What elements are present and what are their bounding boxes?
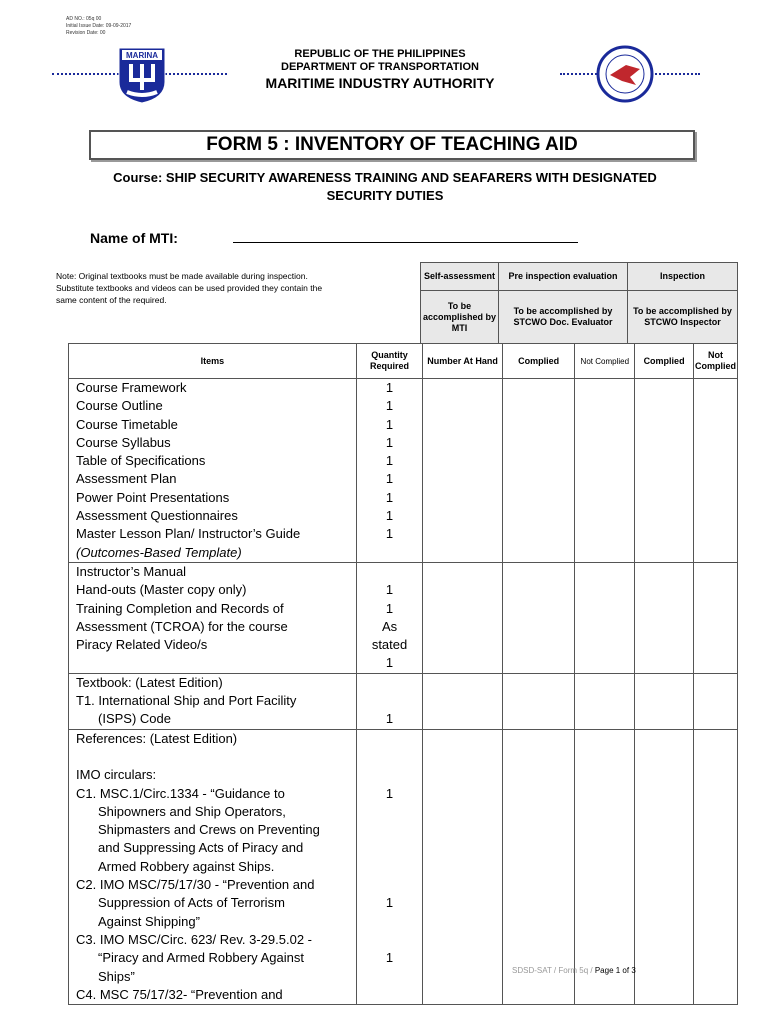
- col-items: Items: [69, 344, 357, 379]
- footer-ref: SDSD-SAT / Form 5q /: [512, 966, 595, 975]
- quantity-cell: [356, 673, 423, 729]
- quantity-value: [357, 931, 423, 949]
- item-line: and Suppressing Acts of Piracy and: [98, 840, 304, 856]
- ad-number: AD NO.: 05q 00: [66, 16, 102, 22]
- issue-date: Initial Issue Date: 09-09-2017: [66, 23, 132, 29]
- document-meta: [66, 16, 131, 37]
- quantity-value: 1: [385, 489, 394, 505]
- agency-name: MARITIME INDUSTRY AUTHORITY: [265, 75, 495, 91]
- item-line: C3. IMO MSC/Circ. 623/ Rev. 3-29.5.02 -: [76, 931, 312, 947]
- quantity-cell: [356, 562, 423, 673]
- item-line: C4. MSC 75/17/32- “Prevention and: [76, 986, 283, 1002]
- item-line: C2. IMO MSC/75/17/30 - “Prevention and: [76, 877, 315, 893]
- item-line: Piracy Related Video/s: [76, 637, 208, 653]
- quantity-value: 1: [385, 526, 394, 542]
- table-row: [69, 379, 738, 563]
- form-title: FORM 5 : INVENTORY OF TEACHING AID: [89, 130, 695, 160]
- item-line: Shipowners and Ship Operators,: [98, 803, 286, 819]
- quantity-value: [357, 803, 423, 821]
- quantity-value: 1: [385, 471, 394, 487]
- item-line: Training Completion and Records of: [76, 600, 284, 616]
- item-line: (Outcomes-Based Template): [76, 544, 242, 560]
- item-line: Course Timetable: [76, 416, 178, 432]
- note-text: Note: Original textbooks must be made available during inspection. Substitute textbooks and videos can be used provided they contain the same content of the required.: [56, 271, 323, 305]
- col-insp-not-complied: Not Complied: [694, 344, 738, 379]
- entry-cell[interactable]: [575, 673, 635, 729]
- quantity-value: [357, 876, 423, 894]
- entry-cell[interactable]: [635, 379, 694, 563]
- quantity-value: [357, 674, 423, 692]
- quantity-value: 1: [385, 508, 394, 524]
- table-row: [69, 673, 738, 729]
- col-pre-complied: Complied: [502, 344, 575, 379]
- entry-cell[interactable]: [423, 562, 502, 673]
- quantity-value: [357, 913, 423, 931]
- col-number-at-hand: Number At Hand: [423, 344, 502, 379]
- quantity-value: 1: [385, 785, 394, 801]
- item-line: Hand-outs (Master copy only): [76, 582, 247, 598]
- item-line: Course Framework: [76, 380, 187, 395]
- item-line: Assessment Questionnaires: [76, 508, 238, 524]
- table-row: [69, 729, 738, 1004]
- quantity-value: [357, 563, 423, 581]
- items-cell: [69, 562, 357, 673]
- item-line: Against Shipping”: [98, 913, 200, 929]
- item-line: Suppression of Acts of Terrorism: [98, 895, 285, 911]
- quantity-value: 1: [385, 416, 394, 432]
- item-line: Master Lesson Plan/ Instructor’s Guide: [76, 526, 301, 542]
- quantity-value: 1: [385, 582, 394, 598]
- pre-subheader: To be accomplished by STCWO Doc. Evaluator: [499, 291, 628, 344]
- col-quantity: Quantity Required: [356, 344, 423, 379]
- quantity-cell: [356, 729, 423, 1004]
- self-subheader: To be accomplished by MTI: [421, 291, 499, 344]
- col-pre-not-complied: Not Complied: [575, 344, 635, 379]
- items-cell: [69, 379, 357, 563]
- item-line: Armed Robbery against Ships.: [98, 858, 275, 874]
- item-line: “Piracy and Armed Robbery Against: [98, 950, 304, 966]
- item-line: (ISPS) Code: [98, 711, 171, 727]
- entry-cell[interactable]: [502, 562, 575, 673]
- inventory-table: [68, 343, 738, 1005]
- col-inspection: Inspection: [628, 263, 738, 291]
- quantity-value: [357, 692, 423, 710]
- entry-cell[interactable]: [575, 729, 635, 1004]
- quantity-value: 1: [385, 895, 394, 911]
- mti-label: Name of MTI:: [90, 230, 178, 246]
- quantity-value: [357, 821, 423, 839]
- entry-cell[interactable]: [423, 673, 502, 729]
- entry-cell[interactable]: [575, 562, 635, 673]
- evaluation-header: [420, 262, 738, 344]
- item-line: Power Point Presentations: [76, 489, 230, 505]
- quantity-value: 1: [385, 711, 394, 727]
- item-line: Course Syllabus: [76, 434, 171, 450]
- entry-cell[interactable]: [635, 562, 694, 673]
- item-line: Assessment (TCROA) for the course: [76, 618, 288, 634]
- quantity-value: 1: [385, 434, 394, 450]
- item-line: Course Outline: [76, 398, 163, 414]
- page-number: Page 1 of 3: [594, 966, 636, 975]
- item-line: [76, 748, 356, 766]
- quantity-value: [357, 748, 423, 766]
- item-line: Textbook: (Latest Edition): [76, 674, 223, 690]
- quantity-value: 1: [385, 453, 394, 469]
- entry-cell[interactable]: [635, 729, 694, 1004]
- insp-subheader: To be accomplished by STCWO Inspector: [628, 291, 738, 344]
- quantity-value: [357, 986, 423, 1004]
- item-line: Instructor’s Manual: [76, 563, 187, 579]
- items-cell: [69, 673, 357, 729]
- quantity-value: [357, 544, 423, 562]
- items-cell: [69, 729, 357, 1004]
- table-row: [69, 562, 738, 673]
- entry-cell[interactable]: [502, 379, 575, 563]
- svg-text:MARINA: MARINA: [126, 51, 158, 60]
- quantity-value: 1: [385, 600, 394, 616]
- col-insp-complied: Complied: [635, 344, 694, 379]
- entry-cell[interactable]: [502, 729, 575, 1004]
- entry-cell[interactable]: [635, 673, 694, 729]
- entry-cell[interactable]: [694, 379, 738, 563]
- revision-date: Revision Date: 00: [66, 30, 106, 36]
- item-line: Shipmasters and Crews on Preventing: [98, 822, 320, 838]
- entry-cell[interactable]: [423, 379, 502, 563]
- quantity-value: 1: [385, 655, 394, 671]
- quantity-value: [357, 858, 423, 876]
- dotr-seal-logo: [596, 45, 654, 103]
- item-line: Ships”: [98, 968, 135, 984]
- quantity-value: [357, 766, 423, 784]
- agency-header: [230, 48, 530, 90]
- entry-cell[interactable]: [694, 562, 738, 673]
- quantity-value: 1: [385, 380, 394, 395]
- quantity-value: 1: [385, 950, 394, 966]
- col-pre-inspection: Pre inspection evaluation: [499, 263, 628, 291]
- item-line: Table of Specifications: [76, 453, 206, 469]
- header-line-1: REPUBLIC OF THE PHILIPPINES: [294, 48, 466, 60]
- item-line: References: (Latest Edition): [76, 730, 238, 746]
- marina-logo: [117, 46, 167, 104]
- header-line-2: DEPARTMENT OF TRANSPORTATION: [281, 61, 479, 73]
- quantity-value: [357, 839, 423, 857]
- entry-cell[interactable]: [694, 729, 738, 1004]
- quantity-value: [357, 730, 423, 748]
- col-self-assessment: Self-assessment: [421, 263, 499, 291]
- item-line: T1. International Ship and Port Facility: [76, 693, 297, 709]
- entry-cell[interactable]: [423, 729, 502, 1004]
- course-title: Course: SHIP SECURITY AWARENESS TRAINING AND SEAFARERS WITH DESIGNATED SECURITY DUTIES: [113, 170, 657, 203]
- quantity-value: 1: [385, 398, 394, 414]
- quantity-value: stated: [371, 637, 408, 653]
- quantity-value: As: [381, 618, 398, 634]
- entry-cell[interactable]: [575, 379, 635, 563]
- quantity-value: [357, 968, 423, 986]
- item-line: Assessment Plan: [76, 471, 177, 487]
- page-footer: [512, 966, 636, 975]
- quantity-cell: [356, 379, 423, 563]
- item-line: C1. MSC.1/Circ.1334 - “Guidance to: [76, 785, 285, 801]
- entry-cell[interactable]: [502, 673, 575, 729]
- mti-name-field[interactable]: [233, 242, 578, 243]
- entry-cell[interactable]: [694, 673, 738, 729]
- item-line: IMO circulars:: [76, 767, 157, 783]
